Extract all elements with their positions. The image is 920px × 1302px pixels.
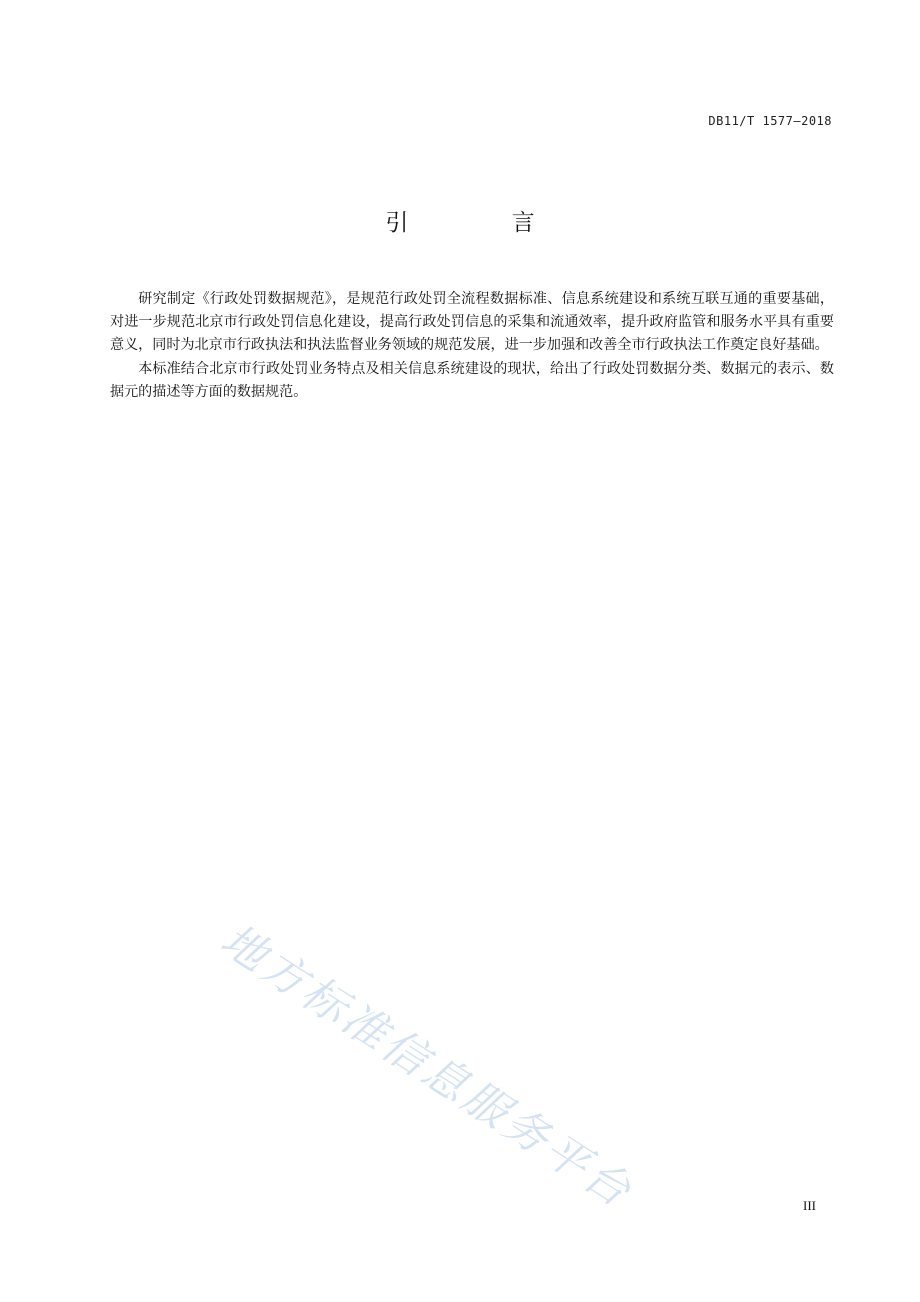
page-number: III — [803, 1198, 816, 1213]
page-title: 引 言 — [385, 210, 583, 236]
body-text — [110, 288, 834, 404]
paragraph-1: 研究制定《行政处罚数据规范》，是规范行政处罚全流程数据标准、信息系统建设和系统互联互通的重要基础，对进一步规范北京市行政处罚信息化建设，提高行政处罚信息的采集和流通效率，提升政府监管和服务水平具有重要意义，同时为北京市行政执法和执法监督业务领域的规范发展，进一步加强和改善全市行政执法工作奠定良好基础。 — [110, 291, 834, 354]
paragraph-2: 本标准结合北京市行政处罚业务特点及相关信息系统建设的现状，给出了行政处罚数据分类、数据元的表示、数据元的描述等方面的数据规范。 — [110, 360, 834, 400]
watermark-text: 地方标准信息服务平台 — [211, 914, 642, 1219]
standard-code: DB11/T 1577—2018 — [708, 114, 832, 128]
